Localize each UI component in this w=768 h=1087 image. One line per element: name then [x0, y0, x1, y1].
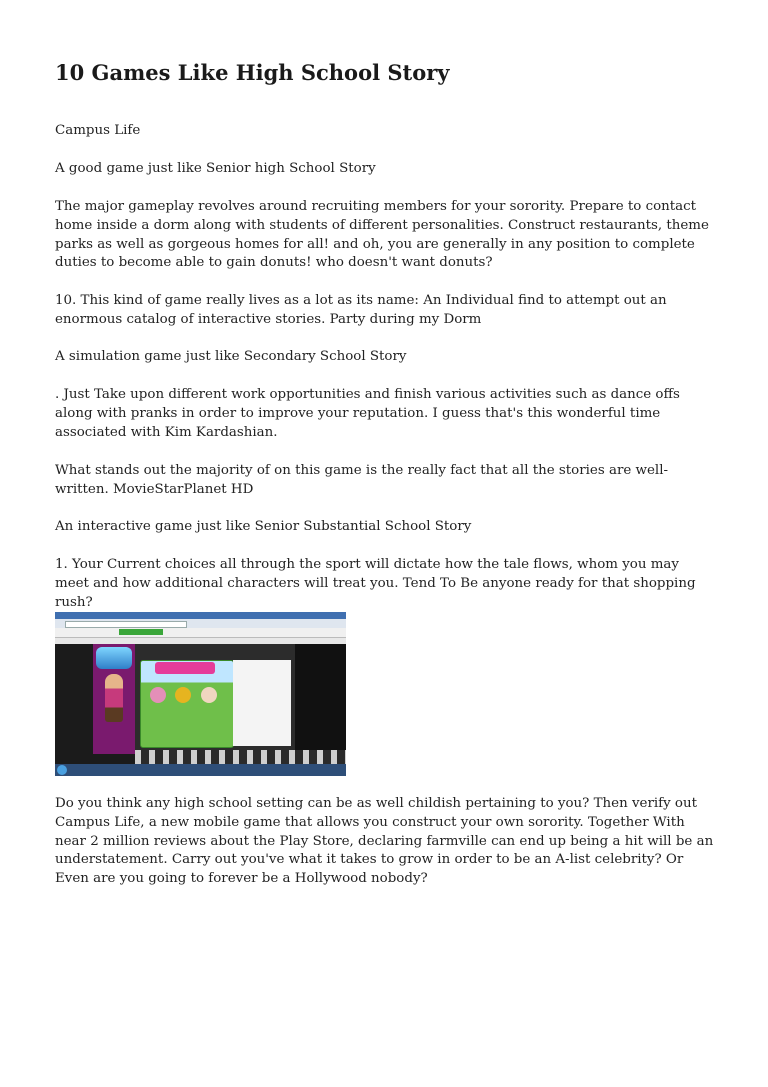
- game-screenshot: [55, 612, 346, 776]
- paragraph-campus-life-detail: Do you think any high school setting can be as well childish pertaining to you? Then verify out Campus Life, a new mobile game that allows you construct your own sorority. Together With near 2 million reviews about the Play Store, declaring farmville can end up being a hit will be an understatement. Carry out you've what it takes to grow in order to be an A-list celebrity? Or Even are you going to forever be a Hollywood nobody?: [55, 796, 714, 887]
- paragraph-well-written: What stands out the majority of on this game is the really fact that all the stories are well-written. MovieStarPlanet HD: [55, 463, 669, 497]
- paragraph-work: . Just Take upon different work opportunities and finish various activities such as dance offs along with pranks in order to improve your reputation. I guess that's this wonderful time associated with Kim Kardashian.: [55, 387, 680, 440]
- start-button-icon: [57, 765, 67, 775]
- game-dark-panel: [295, 644, 346, 756]
- browser-toolbar: [55, 628, 346, 638]
- address-bar: [65, 621, 187, 628]
- avatar-strip: [135, 750, 346, 764]
- game-logo: [96, 647, 132, 669]
- paragraph-campus-life: Campus Life: [55, 123, 141, 138]
- browser-titlebar: [55, 612, 346, 619]
- document-title: 10 Games Like High School Story: [55, 60, 450, 85]
- pet-icon: [150, 687, 166, 703]
- paragraph-subheading-3: An interactive game just like Senior Substantial School Story: [55, 519, 472, 534]
- pet-icon: [201, 687, 217, 703]
- avatar-character: [105, 674, 123, 722]
- os-taskbar: [55, 764, 346, 776]
- toolbar-button: [119, 629, 163, 635]
- paragraph-choices: 1. Your Current choices all through the sport will dictate how the tale flows, whom you may meet and how additional characters will treat you. Tend To Be anyone ready for that shopping rush?: [55, 557, 696, 610]
- pet-icon: [175, 687, 191, 703]
- paragraph-subheading-2: A simulation game just like Secondary School Story: [55, 349, 407, 364]
- shop-title-banner: [155, 662, 215, 674]
- paragraph-subheading-1: A good game just like Senior high School Story: [55, 161, 376, 176]
- paragraph-catalog: 10. This kind of game really lives as a lot as its name: An Individual find to attempt out an enormous catalog of interactive stories. Party during my Dorm: [55, 293, 667, 327]
- shop-info-box: [233, 660, 291, 746]
- paragraph-gameplay: The major gameplay revolves around recruiting members for your sorority. Prepare to contact home inside a dorm along with students of different personalities. Construct restaurants, theme parks as well as gorgeous homes for all! and oh, you are generally in any position to complete duties to become able to gain donuts! who doesn't want donuts?: [55, 199, 709, 271]
